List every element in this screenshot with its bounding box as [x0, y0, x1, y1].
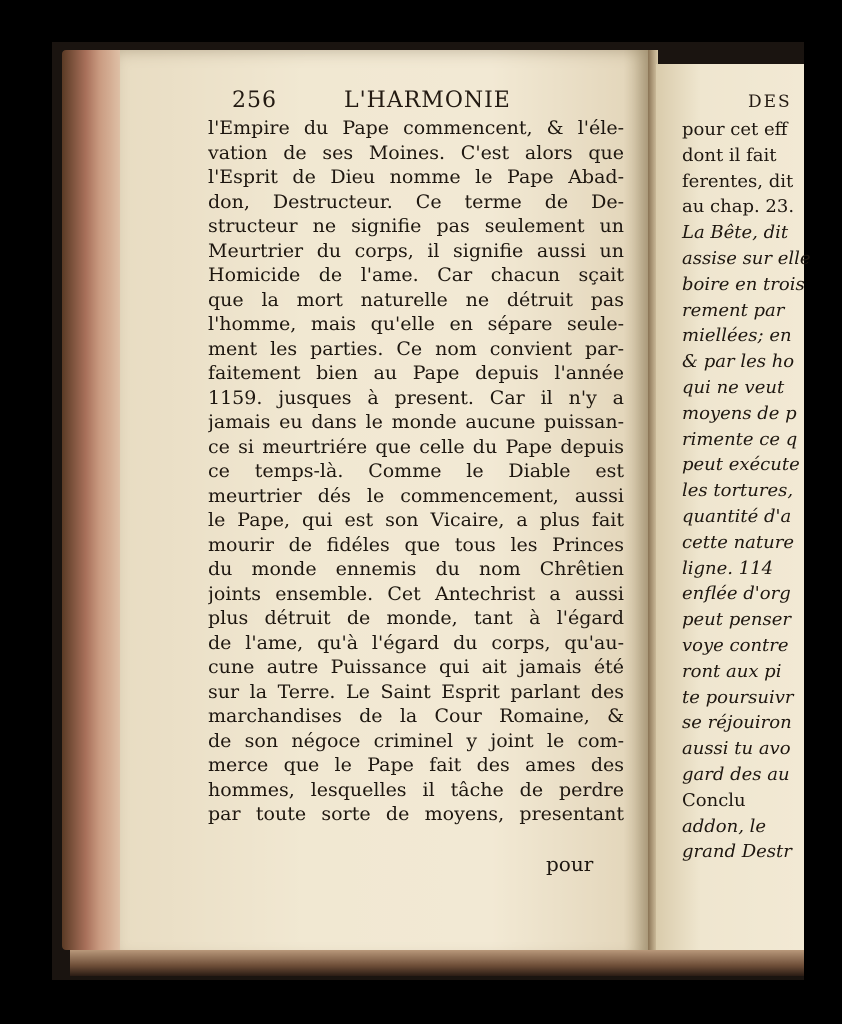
text-line: aussi tu avo: [682, 738, 791, 760]
right-page-text: [682, 117, 842, 865]
text-line: ce si meurtriére que celle du Pape depuis: [208, 435, 624, 458]
text-line: Homicide de l'ame. Car chacun sçait: [208, 264, 624, 286]
text-line: moyens de p: [682, 402, 797, 424]
text-line: ferentes, dit: [682, 170, 794, 192]
text-line: dont il fait: [682, 144, 777, 166]
text-line: se réjouiron: [682, 712, 792, 734]
text-line: enflée d'org: [682, 583, 791, 605]
text-line: ce temps-là. Comme le Diable est: [208, 460, 624, 482]
text-line: merce que le Pape fait des ames des: [208, 754, 624, 776]
text-line: de son négoce criminel y joint le com-: [208, 729, 624, 752]
text-line: cune autre Puissance qui ait jamais été: [208, 656, 624, 678]
text-line: les tortures,: [682, 480, 794, 502]
text-line: gard des au: [682, 763, 790, 785]
text-line: ligne. 114: [682, 557, 774, 579]
text-line: meurtrier dés le commencement, aussi: [208, 484, 624, 507]
text-line: l'Empire du Pape commencent, & l'éle-: [208, 117, 624, 139]
text-line: te poursuivr: [682, 686, 794, 708]
text-line: qui ne veut: [682, 376, 785, 398]
text-line: plus détruit de monde, tant à l'égard: [208, 607, 624, 629]
text-line: sur la Terre. Le Saint Esprit parlant des: [208, 680, 624, 703]
text-line: & par les ho: [682, 351, 795, 373]
running-head: L'HARMONIE: [344, 88, 511, 113]
text-line: rement par: [682, 299, 785, 321]
text-line: addon, le: [682, 815, 767, 837]
text-line: boire en trois: [682, 273, 805, 295]
text-line: peut exécute: [682, 454, 800, 476]
text-line: au chap. 23.: [682, 196, 795, 218]
text-line: vation de ses Moines. C'est alors que: [208, 141, 624, 164]
text-line: mourir de fidéles que tous les Princes: [208, 533, 624, 556]
text-line: cette nature: [682, 531, 794, 553]
left-page-header: [232, 88, 612, 114]
page-number: 256: [232, 88, 277, 113]
text-line: que la mort naturelle ne détruit pas: [208, 288, 624, 311]
text-line: le Pape, qui est son Vicaire, a plus fait: [208, 509, 624, 531]
text-line: don, Destructeur. Ce terme de De-: [208, 190, 624, 213]
text-line: ment les parties. Ce nom convient par-: [208, 337, 624, 360]
text-line: assise sur elle: [682, 247, 811, 269]
text-line: Meurtrier du corps, il signifie aussi un: [208, 239, 624, 262]
text-line: La Bête, dit: [682, 222, 789, 244]
text-line: structeur ne signifie pas seulement un: [208, 215, 624, 237]
text-line: par toute sorte de moyens, presentant: [208, 803, 624, 825]
text-line: de l'ame, qu'à l'égard du corps, qu'au-: [208, 631, 624, 654]
book-edge-bottom: [70, 950, 804, 976]
text-line: l'homme, mais qu'elle en sépare seule-: [208, 313, 624, 335]
text-line: l'Esprit de Dieu nomme le Pape Abad-: [208, 166, 624, 188]
text-line: Conclu: [682, 789, 746, 811]
text-line: quantité d'a: [682, 505, 792, 527]
text-line: du monde ennemis du nom Chrêtien: [208, 558, 624, 580]
text-line: grand Destr: [682, 841, 792, 863]
left-page-text: [208, 116, 624, 827]
text-line: hommes, lesquelles il tâche de perdre: [208, 778, 624, 801]
text-line: pour cet eff: [682, 119, 788, 140]
text-line: faitement bien au Pape depuis l'année: [208, 362, 624, 384]
text-line: jamais eu dans le monde aucune puissan-: [208, 411, 624, 433]
catchword: pour: [546, 852, 594, 876]
text-line: ront aux pi: [682, 660, 782, 682]
text-line: voye contre: [682, 634, 789, 656]
text-line: rimente ce q: [682, 428, 798, 450]
text-line: 1159. jusques à present. Car il n'y a: [208, 386, 624, 409]
text-line: marchandises de la Cour Romaine, &: [208, 705, 624, 727]
text-line: joints ensemble. Cet Antechrist a aussi: [208, 582, 624, 605]
right-page-header: DES: [748, 92, 792, 112]
text-line: miellées; en: [682, 325, 792, 347]
text-line: peut penser: [682, 609, 791, 631]
